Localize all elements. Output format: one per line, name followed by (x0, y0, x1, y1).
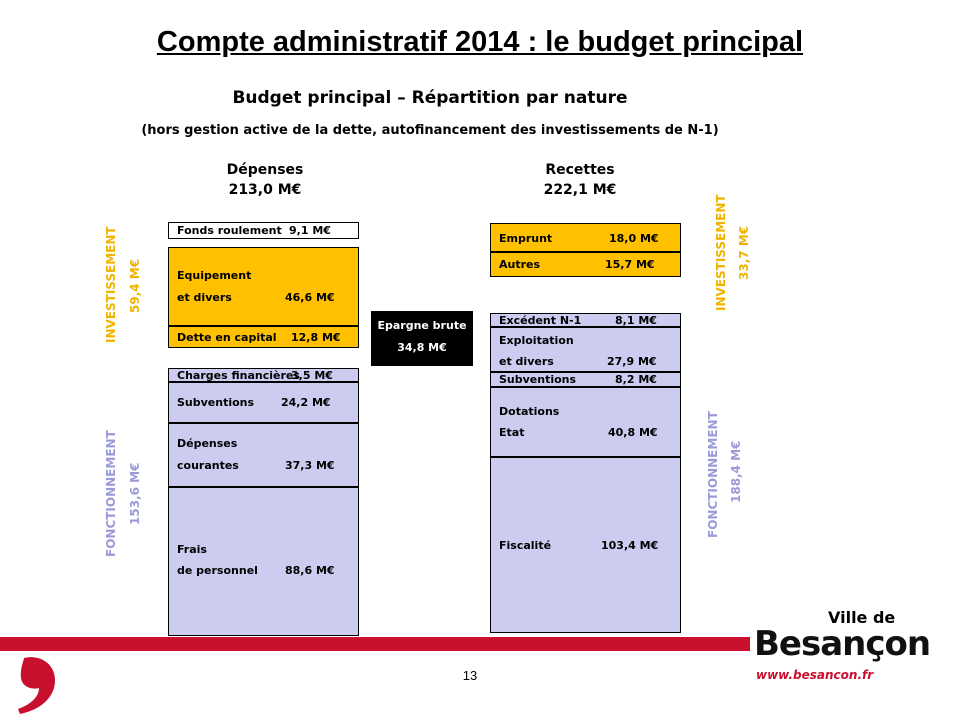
autres-label: Autres (499, 258, 541, 271)
charges-financieres-label: Charges financières (177, 369, 300, 382)
right-investissement-title: INVESTISSEMENT (714, 194, 728, 311)
frais-personnel-label-1: Frais (177, 543, 207, 556)
budget-note: (hors gestion active de la dette, autofinancement des investissements de N-1) (141, 123, 719, 138)
depenses-courantes-value: 37,3 M€ (285, 459, 335, 472)
left-fonctionnement-value: 153,6 M€ (128, 462, 142, 525)
frais-personnel-label-2: de personnel (177, 564, 258, 577)
exploitation-value: 27,9 M€ (607, 355, 657, 368)
subventions-depenses-label: Subventions (177, 396, 255, 409)
page-number: 13 (462, 668, 478, 683)
exploitation-label-2: et divers (499, 355, 554, 368)
right-fonctionnement-title: FONCTIONNEMENT (706, 411, 720, 538)
equipement-label-1: Equipement (177, 269, 252, 282)
epargne-brute-box (371, 311, 473, 366)
left-investissement-title: INVESTISSEMENT (104, 226, 118, 343)
fiscalite-label: Fiscalité (499, 539, 552, 552)
equipement-label-2: et divers (177, 291, 232, 304)
logo-ville-de: Ville de (828, 608, 896, 627)
left-investissement-value: 59,4 M€ (128, 258, 142, 313)
charges-financieres-value: 3,5 M€ (291, 369, 333, 382)
excedent-value: 8,1 M€ (615, 314, 657, 327)
dette-capital-box (168, 326, 359, 348)
subventions-depenses-value: 24,2 M€ (281, 396, 331, 409)
fiscalite-value: 103,4 M€ (601, 539, 659, 552)
epargne-brute-value: 34,8 M€ (397, 341, 447, 354)
autres-value: 15,7 M€ (605, 258, 655, 271)
equipement-box (168, 247, 359, 326)
right-fonctionnement-value: 188,4 M€ (729, 440, 743, 503)
exploitation-label-1: Exploitation (499, 334, 574, 347)
frais-personnel-value: 88,6 M€ (285, 564, 335, 577)
footer-band (0, 637, 750, 651)
dotations-etat-label-2: Etat (499, 426, 525, 439)
frais-personnel-box (168, 487, 359, 636)
epargne-brute-label: Epargne brute (377, 319, 467, 332)
logo-url[interactable]: www.besancon.fr (756, 668, 874, 682)
depenses-header (190, 160, 340, 200)
autres-box (490, 252, 681, 277)
comma-logo-icon (6, 652, 62, 716)
dotations-etat-label-1: Dotations (499, 405, 560, 418)
depenses-courantes-label-2: courantes (177, 459, 239, 472)
dette-capital-value: 12,8 M€ (291, 331, 341, 344)
charges-financieres-box (168, 368, 359, 382)
emprunt-value: 18,0 M€ (609, 232, 659, 245)
fonds-roulement-value: 9,1 M€ (289, 224, 331, 237)
equipement-value: 46,6 M€ (285, 291, 335, 304)
recettes-total: 222,1 M€ (543, 182, 617, 198)
subventions-recettes-value: 8,2 M€ (615, 373, 657, 386)
besancon-logo[interactable] (750, 608, 930, 708)
left-fonctionnement-title: FONCTIONNEMENT (104, 430, 118, 557)
dotations-etat-value: 40,8 M€ (608, 426, 658, 439)
excedent-box (490, 313, 681, 327)
dette-capital-label: Dette en capital (177, 331, 277, 344)
excedent-label: Excédent N-1 (499, 314, 582, 327)
fonds-roulement-box (168, 222, 359, 239)
fonds-roulement-label: Fonds roulement (177, 224, 282, 237)
subventions-recettes-box (490, 372, 681, 387)
subventions-depenses-box (168, 382, 359, 423)
recettes-header (505, 160, 655, 200)
right-investissement-value: 33,7 M€ (737, 225, 751, 280)
subventions-recettes-label: Subventions (499, 373, 577, 386)
depenses-courantes-label-1: Dépenses (177, 437, 238, 450)
page-title: Compte administratif 2014 : le budget principal (156, 26, 804, 58)
depenses-courantes-box (168, 423, 359, 487)
fiscalite-box (490, 457, 681, 633)
depenses-label: Dépenses (226, 162, 304, 178)
exploitation-box (490, 327, 681, 372)
recettes-label: Recettes (545, 162, 615, 178)
dotations-etat-box (490, 387, 681, 457)
logo-besancon: Besançon (754, 624, 931, 664)
emprunt-box (490, 223, 681, 252)
depenses-total: 213,0 M€ (228, 182, 302, 198)
emprunt-label: Emprunt (499, 232, 553, 245)
budget-subtitle: Budget principal – Répartition par nature (232, 88, 628, 108)
